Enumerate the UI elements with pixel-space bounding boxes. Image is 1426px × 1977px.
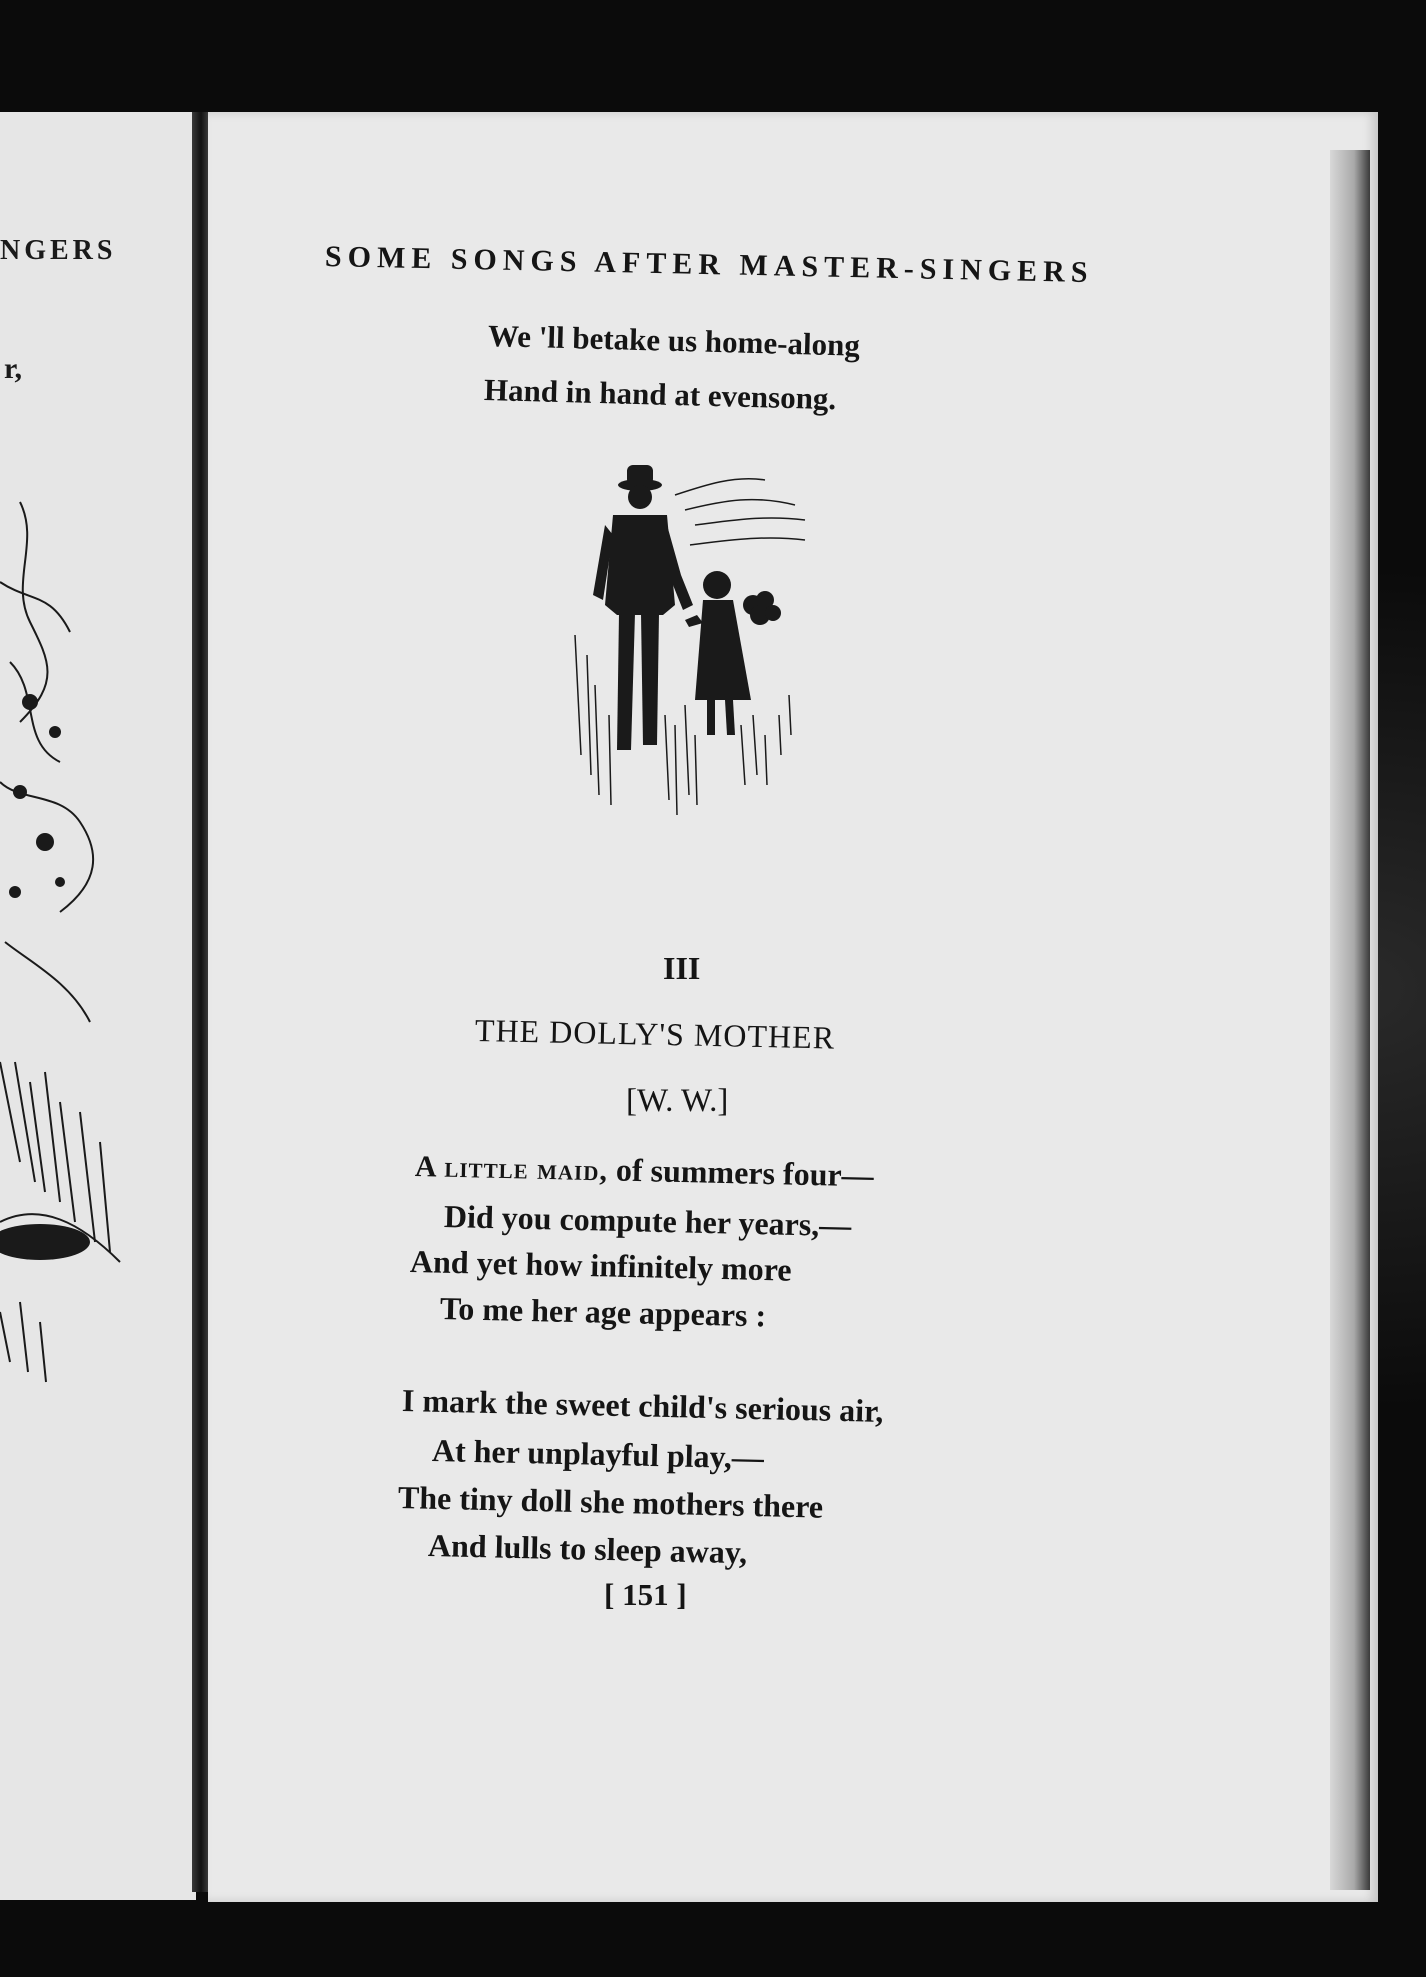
stanza1-line-3: And yet how infinitely more [409, 1243, 792, 1288]
left-running-head-fragment: NGERS [0, 235, 117, 266]
section-number: III [663, 950, 701, 986]
stanza2-line-1: I mark the sweet child's serious air, [401, 1382, 884, 1429]
stanza1-line-4: To me her age appears : [439, 1290, 767, 1334]
stanza2-line-3: The tiny doll she mothers there [397, 1479, 824, 1525]
left-illustration [0, 462, 160, 1422]
stanza2-line-2: At her unplayful play,— [431, 1432, 765, 1476]
poem-attribution: [W. W.] [626, 1083, 729, 1119]
father-and-daughter-illustration [565, 455, 855, 825]
line-1-rest: of summers four— [607, 1151, 875, 1194]
small-caps-opening: A little maid, [414, 1150, 609, 1188]
epigraph-line-2: Hand in hand at evensong. [483, 372, 837, 417]
page-number: [ 151 ] [604, 1577, 687, 1612]
poem-title: THE DOLLY'S MOTHER [474, 1012, 836, 1056]
stanza1-line-2: Did you compute her years,— [443, 1198, 852, 1244]
running-head: SOME SONGS AFTER MASTER-SINGERS [324, 240, 1094, 290]
epigraph-line-1: We 'll betake us home-along [487, 318, 861, 363]
stanza2-line-4: And lulls to sleep away, [427, 1527, 748, 1571]
left-page [0, 112, 196, 1900]
page-edge [1330, 150, 1370, 1890]
left-line-fragment: r, [4, 352, 23, 385]
